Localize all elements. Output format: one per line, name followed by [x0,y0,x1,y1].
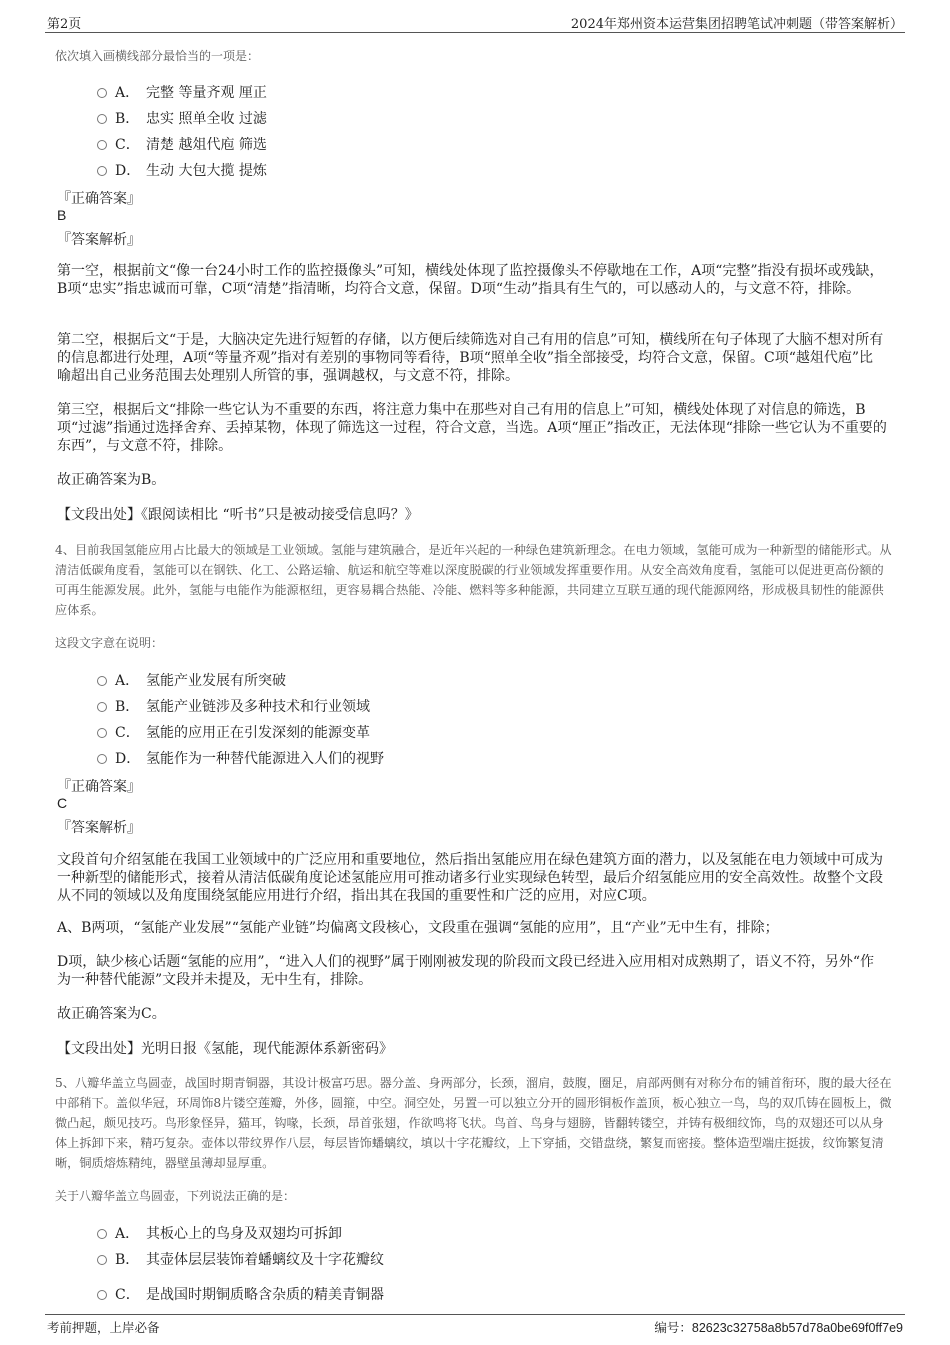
q4-analysis-2: A、B两项，“氢能产业发展”“氢能产业链”均偏离文段核心，文段重在强调“氢能的应用”，且“产业”无中生有，排除； [57,920,779,936]
q4-conclusion: 故正确答案为C。 [57,1006,166,1022]
q3-conclusion: 故正确答案为B。 [57,472,166,488]
q4-option-c[interactable]: C． 氢能的应用正在引发深刻的能源变革 [97,722,370,742]
radio-icon[interactable] [97,754,107,764]
radio-icon[interactable] [97,166,107,176]
q3-analysis-1: 第一空，根据前文“像一台24小时工作的监控摄像头”可知，横线处体现了监控摄像头不停歇地在工作，A项“完整”指没有损坏或残缺，B项“忠实”指忠诚而可靠，C项“清楚”指清晰，均符合文意，保留。D项“生动”指具有生气的，可以感动人的，与文意不符，排除。 [57,263,884,297]
q4-prompt: 这段文字意在说明： [55,636,164,650]
q3-source: 【文段出处】《跟阅读相比 “听书”只是被动接受信息吗？》 [57,507,419,523]
document-id-label: 编号： [654,1321,692,1335]
q4-analysis-label: 『答案解析』 [57,820,141,836]
q5-option-c[interactable]: C． 是战国时期铜质略含杂质的精美青铜器 [97,1284,384,1304]
radio-icon[interactable] [97,1290,107,1300]
radio-icon[interactable] [97,676,107,686]
footer-slogan: 考前押题，上岸必备 [47,1320,160,1335]
q3-option-d[interactable]: D． 生动 大包大揽 提炼 [97,160,267,180]
page-number: 第2页 [47,17,82,32]
q4-passage: 4、目前我国氢能应用占比最大的领域是工业领域。氢能与建筑融合，是近年兴起的一种绿色建筑新理念。在电力领域，氢能可成为一种新型的储能形式。从清洁低碳角度看，氢能可以在钢铁、化工、公路运输、航运和航空等难以深度脱碳的行业领域发挥重要作用。从安全高效角度看，氢能可以促进更高份额的可再生能源发展。此外，氢能与电能作为能源枢纽，更容易耦合热能、冷能、燃料等多种能源，共同建立互联互通的现代能源网络，形成极具韧性的能源供应体系。 [55,543,892,617]
q5-prompt: 关于八瓣华盖立鸟圆壶，下列说法正确的是： [55,1189,296,1203]
q4-answer-label: 『正确答案』 [57,779,141,795]
q3-analysis-label: 『答案解析』 [57,232,141,248]
q4-answer: C [57,795,68,811]
q3-option-a[interactable]: A． 完整 等量齐观 厘正 [97,82,267,102]
q5-option-a[interactable]: A． 其板心上的鸟身及双翅均可拆卸 [97,1223,342,1243]
radio-icon[interactable] [97,114,107,124]
q3-option-c[interactable]: C． 清楚 越俎代庖 筛选 [97,134,267,154]
radio-icon[interactable] [97,702,107,712]
document-id-code: 82623c32758a8b57d78a0be69f0ff7e9 [691,1321,903,1335]
q3-option-b[interactable]: B． 忠实 照单全收 过滤 [97,108,267,128]
q5-option-b[interactable]: B． 其壶体层层装饰着蟠螭纹及十字花瓣纹 [97,1249,384,1269]
q3-answer: B [57,207,67,223]
q4-source: 【文段出处】光明日报《氢能，现代能源体系新密码》 [57,1041,393,1057]
q4-option-a[interactable]: A． 氢能产业发展有所突破 [97,670,286,690]
q3-analysis-2: 第二空，根据后文“于是，大脑决定先进行短暂的存储，以方便后续筛选对自己有用的信息”可知，横线所在句子体现了大脑不想对所有的信息都进行处理，A项“等量齐观”指对有差别的事物同等看待，B项“照单全收”指全部接受，均符合文意，保留。C项“越俎代庖”比喻超出自己业务范围去处理别人所管的事，强调越权，与文意不符，排除。 [57,332,884,384]
page-header [45,10,905,33]
q4-option-d[interactable]: D． 氢能作为一种替代能源进入人们的视野 [97,748,384,768]
q3-analysis-3: 第三空，根据后文“排除一些它认为不重要的东西，将注意力集中在那些对自己有用的信息上”可知，横线处体现了对信息的筛选，B项“过滤”指通过选择舍弃、丢掉某物，体现了筛选这一过程，符合文意，当选。A项“厘正”指改正，无法体现“排除一些它认为不重要的东西”，与文意不符，排除。 [57,402,887,454]
q5-passage: 5、八瓣华盖立鸟圆壶，战国时期青铜器，其设计极富巧思。器分盖、身两部分，长颈，溜肩，鼓腹，圈足，肩部两侧有对称分布的铺首衔环，腹的最大径在中部稍下。盖似华冠，环周饰8片镂空莲瓣，外侈，圆箍，中空。洞空处，另置一可以独立分开的圆形铜板作盖顶，板心独立一鸟，鸟的双爪铸在圆板上，微微凸起，颇见技巧。鸟形象怪异，猫耳，钩喙，长颈，昂首张翅，作欲鸣将飞状。鸟首、鸟身与翅膀，皆翻转镂空，并铸有极细纹饰，鸟的双翅还可以从身体上拆卸下来，精巧复杂。壶体以带纹界作八层，每层皆饰蟠螭纹，填以十字花瓣纹，上下穿插，交错盘绕，繁复而密接。整体造型端庄挺拔，纹饰繁复清晰，铜质熔炼精纯，器壁虽薄却显厚重。 [55,1076,892,1170]
document-title: 2024年郑州资本运营集团招聘笔试冲刺题（带答案解析） [570,17,903,32]
radio-icon[interactable] [97,88,107,98]
radio-icon[interactable] [97,140,107,150]
document-id [654,1318,903,1336]
radio-icon[interactable] [97,728,107,738]
q4-analysis-3: D项，缺少核心话题“氢能的应用”，“进入人们的视野”属于刚刚被发现的阶段而文段已经进入应用相对成熟期了，语义不符，另外“作为一种替代能源”文段并未提及，无中生有，排除。 [57,954,875,988]
q3-answer-label: 『正确答案』 [57,191,141,207]
page-footer [45,1314,905,1335]
q3-prompt: 依次填入画横线部分最恰当的一项是： [55,49,260,63]
q4-option-b[interactable]: B． 氢能产业链涉及多种技术和行业领域 [97,696,370,716]
radio-icon[interactable] [97,1229,107,1239]
radio-icon[interactable] [97,1255,107,1265]
q4-analysis-1: 文段首句介绍氢能在我国工业领域中的广泛应用和重要地位，然后指出氢能应用在绿色建筑方面的潜力，以及氢能在电力领域中可成为一种新型的储能形式，接着从清洁低碳角度论述氢能应用可推动诸多行业实现绿色转型，最后介绍氢能应用的安全高效性。故整个文段从不同的领域以及角度围绕氢能应用进行介绍，指出其在我国的重要性和广泛的应用，对应C项。 [57,852,883,904]
